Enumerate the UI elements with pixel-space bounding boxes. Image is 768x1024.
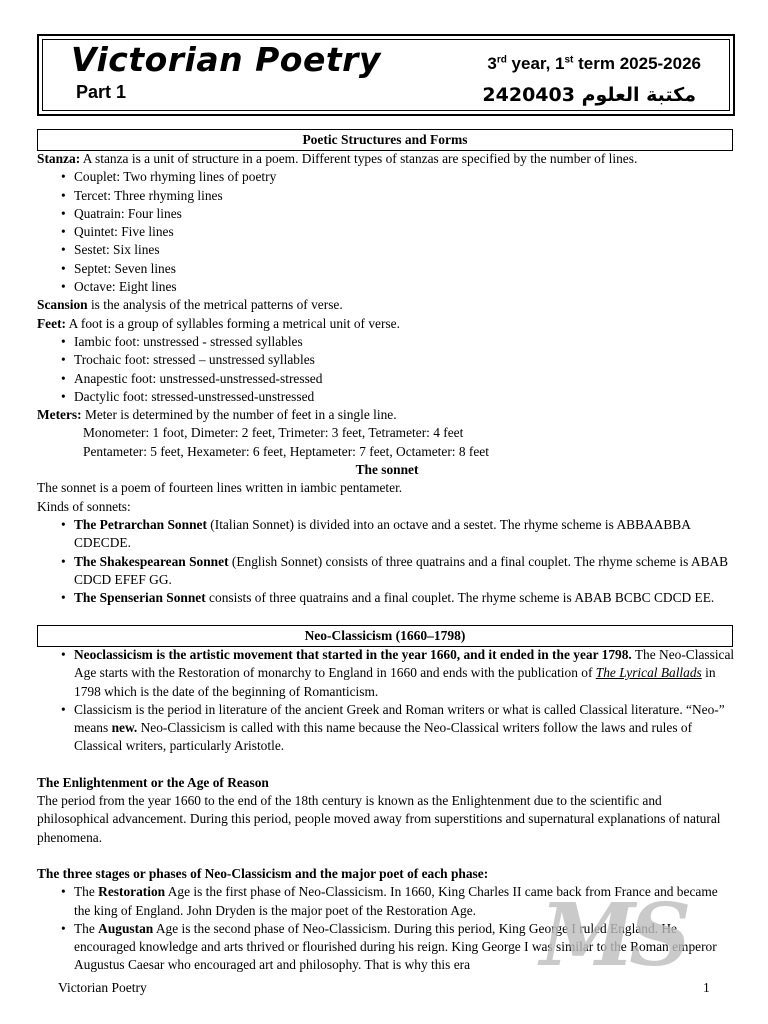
enlightenment-paragraph: The period from the year 1660 to the end of the 18th century is known as the Enlightenment due to the scientific and philosophical advancement. During this period, people moved away from superstitions and supernatural explanations of natural phenomena. bbox=[37, 793, 721, 845]
list-item: • Iambic foot: unstressed - stressed syllables bbox=[37, 333, 737, 351]
header-box bbox=[37, 34, 735, 116]
list-item: • Classicism is the period in literature of the ancient Greek and Roman writers or what is called Classical literature. “Neo-” means new. Neo-Classicism is called with this name because the Neo-Classical writers follow the laws and rules of Classical writers, particularly Aristotle. bbox=[37, 701, 737, 756]
list-item: • Quatrain: Four lines bbox=[37, 205, 737, 223]
neo-classicism-list bbox=[37, 646, 737, 756]
enlightenment-heading: The Enlightenment or the Age of Reason bbox=[37, 774, 269, 790]
list-item: • Quintet: Five lines bbox=[37, 223, 737, 241]
list-item: • The Restoration Age is the first phase of Neo-Classicism. In 1660, King Charles II came back from France and became the king of England. John Dryden is the major poet of the Restoration Age. bbox=[37, 883, 737, 920]
feet-paragraph: Feet: A foot is a group of syllables forming a metrical unit of verse. bbox=[37, 315, 400, 331]
list-item: • The Petrarchan Sonnet (Italian Sonnet) is divided into an octave and a sestet. The rhyme scheme is ABBAABBA CDECDE. bbox=[37, 516, 737, 553]
stages-heading: The three stages or phases of Neo-Classicism and the major poet of each phase: bbox=[37, 865, 489, 881]
feet-list bbox=[37, 333, 737, 406]
scansion-paragraph: Scansion is the analysis of the metrical patterns of verse. bbox=[37, 297, 343, 313]
list-item: • Anapestic foot: unstressed-unstressed-stressed bbox=[37, 370, 737, 388]
list-item: • Couplet: Two rhyming lines of poetry bbox=[37, 168, 737, 186]
section-heading-neo-classicism: Neo-Classicism (1660–1798) bbox=[37, 625, 733, 647]
list-item: • The Shakespearean Sonnet (English Sonnet) consists of three quatrains and a final couplet. The rhyme scheme is ABAB CDCD EFEF GG. bbox=[37, 553, 737, 590]
list-item: • Septet: Seven lines bbox=[37, 260, 737, 278]
part-label: Part 1 bbox=[76, 82, 127, 102]
meters-paragraph: Meters: Meter is determined by the number of feet in a single line. bbox=[37, 407, 397, 423]
library-label: مكتبة العلوم 2420403 bbox=[482, 84, 696, 106]
lyrical-ballads-title: The Lyrical Ballads bbox=[595, 665, 702, 681]
list-item: • Octave: Eight lines bbox=[37, 278, 737, 296]
meters-line-2: Pentameter: 5 feet, Hexameter: 6 feet, Heptameter: 7 feet, Octameter: 8 feet bbox=[83, 443, 489, 459]
sonnet-list bbox=[37, 516, 737, 607]
page-number: 1 bbox=[703, 980, 710, 995]
list-item: • Trochaic foot: stressed – unstressed syllables bbox=[37, 351, 737, 369]
meters-line-1: Monometer: 1 foot, Dimeter: 2 feet, Trimeter: 3 feet, Tetrameter: 4 feet bbox=[83, 425, 464, 441]
kinds-of-sonnets: Kinds of sonnets: bbox=[37, 498, 131, 514]
list-item: • Sestet: Six lines bbox=[37, 241, 737, 259]
watermark-logo: MS bbox=[540, 885, 686, 986]
sonnet-heading: The sonnet bbox=[355, 462, 419, 478]
stanza-paragraph: Stanza: A stanza is a unit of structure in a poem. Different types of stanzas are specified by the number of lines. bbox=[37, 151, 638, 166]
footer-title: Victorian Poetry bbox=[58, 980, 147, 995]
sonnet-definition: The sonnet is a poem of fourteen lines written in iambic pentameter. bbox=[37, 480, 403, 496]
section-poetic-structures bbox=[37, 150, 737, 607]
section-heading-poetic-structures: Poetic Structures and Forms bbox=[37, 129, 733, 151]
list-item: • Dactylic foot: stressed-unstressed-unstressed bbox=[37, 388, 737, 406]
header-inner-border bbox=[42, 39, 730, 111]
list-item: • The Augustan Age is the second phase of Neo-Classicism. During this period, King George I ruled England. He encouraged knowledge and arts thrived or flourished during his reign. King George I was similar to the Roman emperor Augustus Caesar who encouraged art and philosophy. That is why this era bbox=[37, 920, 737, 975]
stanza-list bbox=[37, 168, 737, 296]
document-title: Victorian Poetry bbox=[71, 40, 381, 79]
term-label: 3rd year, 1st term 2025-2026 bbox=[487, 54, 701, 73]
list-item: • The Spenserian Sonnet consists of three quatrains and a final couplet. The rhyme scheme is ABAB BCBC CDCD EE. bbox=[37, 589, 737, 607]
list-item: • Tercet: Three rhyming lines bbox=[37, 187, 737, 205]
list-item: • Neoclassicism is the artistic movement that started in the year 1660, and it ended in the year 1798. The Neo-Classical Age starts with the Restoration of monarchy to England in 1660 and ends with the publication of The Lyrical Ballads in 1798 which is the date of the beginning of Romanticism. bbox=[37, 646, 737, 701]
